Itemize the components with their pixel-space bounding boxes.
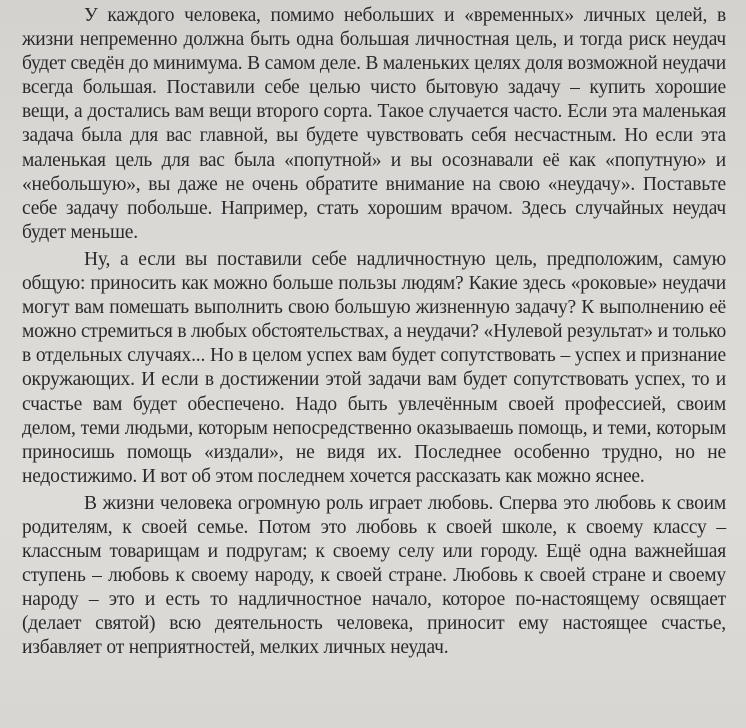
text-body	[22, 4, 726, 661]
paragraph-1: У каждого человека, помимо небольших и «временных» личных целей, в жизни непременно должна быть одна большая личностная цель, и тогда риск неудач будет сведён до минимума. В самом деле. В маленьких целях доля возможной неудачи всегда большая. Поставили себе целью чисто бытовую задачу – купить хорошие вещи, а достались вам вещи второго сорта. Такое случается часто. Если эта маленькая задача была для вас главной, вы будете чувствовать себя несчастным. Но если эта маленькая цель для вас была «попутной» и вы осознавали её как «попутную» и «небольшую», вы даже не очень обратите внимание на свою «неудачу». Поставьте себе задачу побольше. Например, стать хорошим врачом. Здесь случайных неудач будет меньше.	[22, 5, 726, 243]
paragraph-2: Ну, а если вы поставили себе надличностную цель, предположим, самую общую: приносить как можно больше пользы людям? Какие здесь «роковые» неудачи могут вам помешать выполнить свою большую жизненную задачу? К выполнению её можно стремиться в любых обстоятельствах, а неудачи? «Нулевой результат» и только в отдельных случаях... Но в целом успех вам будет сопутствовать – успех и признание окружающих. И если в достижении этой задачи вам будет сопутствовать успех, то и счастье вам будет обеспечено. Надо быть увлечённым своей профессией, своим делом, теми людьми, которым непосредственно оказываешь помощь, и теми, которым приносишь помощь «издали», не видя их. Последнее особенно трудно, но не недостижимо. И вот об этом последнем хочется рассказать как можно яснее.	[22, 248, 726, 487]
paragraph-3: В жизни человека огромную роль играет любовь. Сперва это любовь к своим родителям, к своей семье. Потом это любовь к своей школе, к своему классу – классным товарищам и подругам; к своему селу или городу. Ещё одна важнейшая ступень – любовь к своему народу, к своей стране. Любовь к своей стране и своему народу – это и есть то надличностное начало, которое по-настоящему освящает (делает святой) всю деятельность человека, приносит ему настоящее счастье, избавляет от неприятностей, мелких личных неудач.	[22, 492, 726, 659]
